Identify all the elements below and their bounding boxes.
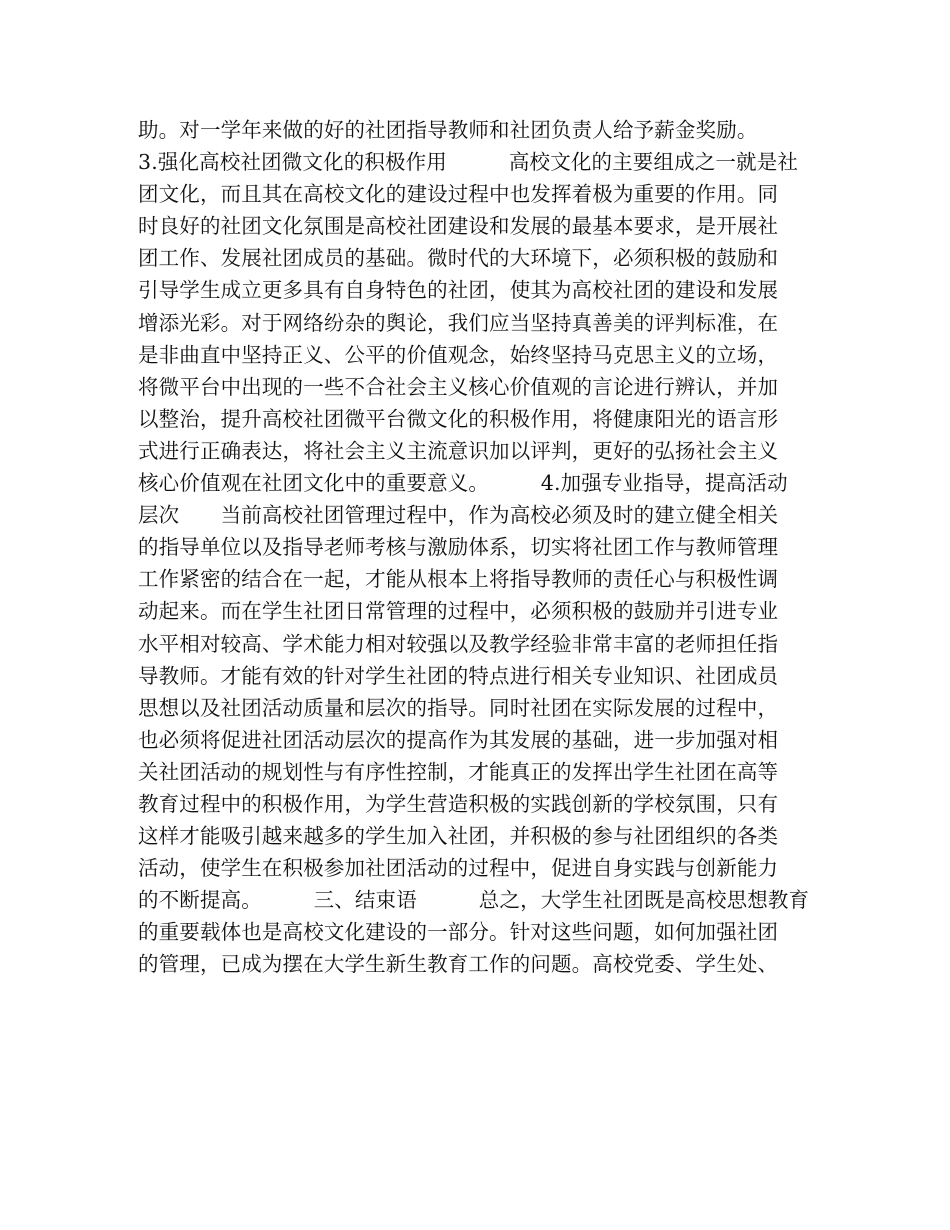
- text-line: 团文化，而且其在高校文化的建设过程中也发挥着极为重要的作用。同: [138, 182, 779, 207]
- text-line: 教育过程中的积极作用，为学生营造积极的实践创新的学校氛围，只有: [138, 791, 779, 816]
- text-line: 的指导单位以及指导老师考核与激励体系，切实将社团工作与教师管理: [138, 535, 779, 560]
- text-line: 是非曲直中坚持正义、公平的价值观念，始终坚持马克思主义的立场，: [138, 342, 779, 367]
- text-line: 活动，使学生在积极参加社团活动的过程中，促进自身实践与创新能力: [138, 856, 779, 881]
- text-line: 导教师。才能有效的针对学生社团的特点进行相关专业知识、社团成员: [138, 663, 779, 688]
- text-line: 的管理，已成为摆在大学生新生教育工作的问题。高校党委、学生处、: [138, 952, 779, 977]
- text-line: 增添光彩。对于网络纷杂的舆论，我们应当坚持真善美的评判标准，在: [138, 310, 779, 335]
- text-line: 核心价值观在社团文化中的重要意义。 4.加强专业指导，提高活动: [138, 471, 788, 496]
- text-line: 将微平台中出现的一些不合社会主义核心价值观的言论进行辨认，并加: [138, 374, 779, 399]
- text-line: 工作紧密的结合在一起，才能从根本上将指导教师的责任心与积极性调: [138, 567, 779, 592]
- text-line: 思想以及社团活动质量和层次的指导。同时社团在实际发展的过程中，: [138, 695, 779, 720]
- text-line: 这样才能吸引越来越多的学生加入社团，并积极的参与社团组织的各类: [138, 824, 779, 849]
- text-line: 层次 当前高校社团管理过程中，作为高校必须及时的建立健全相关: [138, 503, 779, 528]
- text-line: 团工作、发展社团成员的基础。微时代的大环境下，必须积极的鼓励和: [138, 246, 779, 271]
- text-line: 关社团活动的规划性与有序性控制，才能真正的发挥出学生社团在高等: [138, 759, 779, 784]
- body-text: [138, 114, 818, 981]
- text-line: 以整治，提升高校社团微平台微文化的积极作用，将健康阳光的语言形: [138, 406, 779, 431]
- text-line: 的不断提高。 三、结束语 总之，大学生社团既是高校思想教育: [138, 888, 810, 913]
- text-line: 时良好的社团文化氛围是高校社团建设和发展的最基本要求，是开展社: [138, 214, 779, 239]
- text-line: 3.强化高校社团微文化的积极作用 高校文化的主要组成之一就是社: [138, 150, 799, 175]
- text-line: 式进行正确表达，将社会主义主流意识加以评判，更好的弘扬社会主义: [138, 438, 779, 463]
- text-line: 也必须将促进社团活动层次的提高作为其发展的基础，进一步加强对相: [138, 727, 779, 752]
- text-line: 水平相对较高、学术能力相对较强以及教学经验非常丰富的老师担任指: [138, 631, 779, 656]
- text-line: 动起来。而在学生社团日常管理的过程中，必须积极的鼓励并引进专业: [138, 599, 779, 624]
- text-line: 引导学生成立更多具有自身特色的社团，使其为高校社团的建设和发展: [138, 278, 779, 303]
- text-line: 的重要载体也是高校文化建设的一部分。针对这些问题，如何加强社团: [138, 920, 779, 945]
- text-line: 助。对一学年来做的好的社团指导教师和社团负责人给予薪金奖励。: [138, 118, 758, 142]
